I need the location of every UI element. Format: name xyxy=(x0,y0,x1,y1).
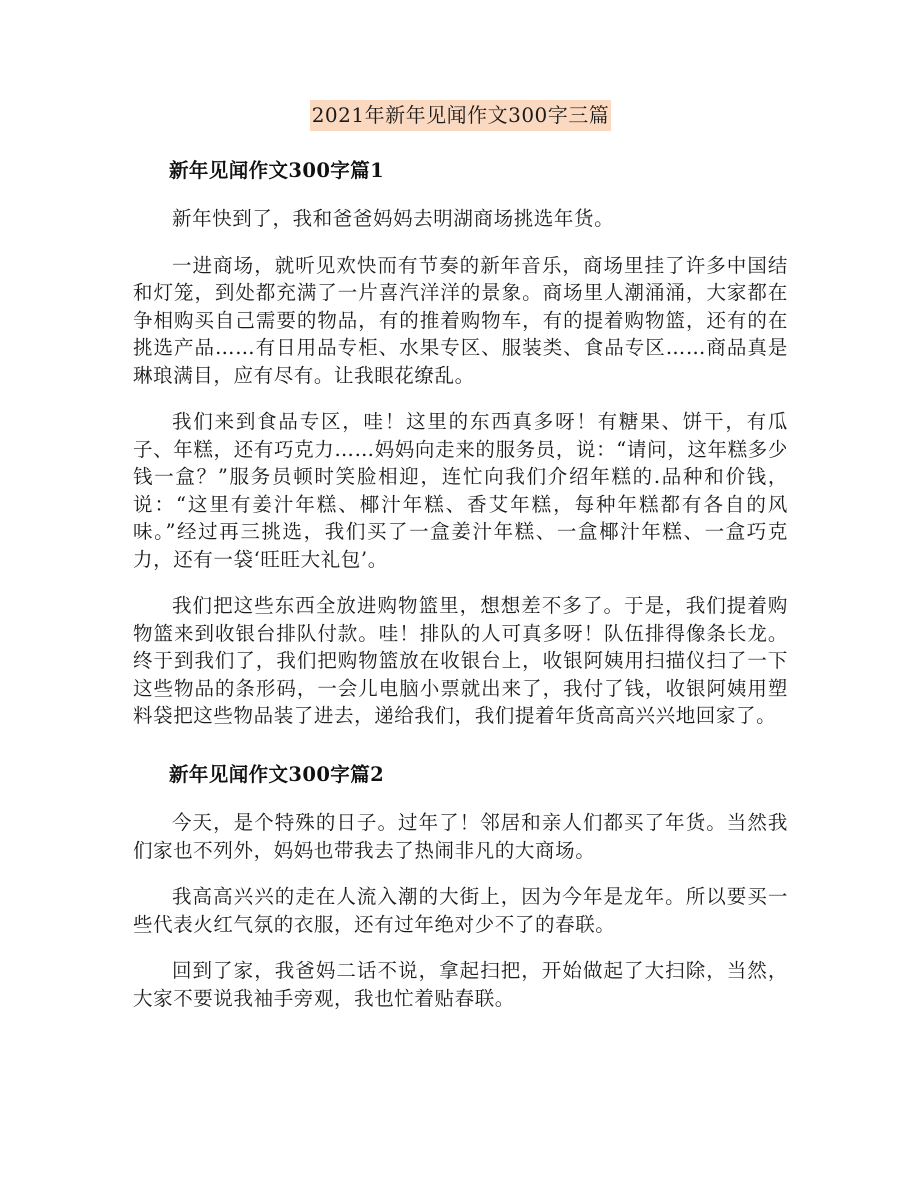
document-title-row xyxy=(133,100,788,130)
section-heading-2: 新年见闻作文300字篇2 xyxy=(169,762,385,786)
paragraph: 回到了家，我爸妈二话不说，拿起扫把，开始做起了大扫除，当然，大家不要说我袖手旁观，我也忙着贴春联。 xyxy=(133,959,788,1010)
paragraph: 一进商场，就听见欢快而有节奏的新年音乐，商场里挂了许多中国结和灯笼，到处都充满了一片喜汽洋洋的景象。商场里人潮涌涌，大家都在争相购买自己需要的物品，有的推着购物车，有的提着购物篮，还有的在挑选产品……有日用品专柜、水果专区、服装类、食品专区……商品真是琳琅满目，应有尽有。让我眼花缭乱。 xyxy=(133,253,788,387)
paragraph: 我们来到食品专区，哇！这里的东西真多呀！有糖果、饼干，有瓜子、年糕，还有巧克力……妈妈向走来的服务员，说：“请问，这年糕多少钱一盒？”服务员顿时笑脸相迎，连忙向我们介绍年糕的.品种和价钱，说：“这里有姜汁年糕、椰汁年糕、香艾年糕，每种年糕都有各自的风味。”经过再三挑选，我们买了一盒姜汁年糕、一盒椰汁年糕、一盒巧克力，还有一袋‘旺旺大礼包’。 xyxy=(133,410,788,571)
paragraph: 新年快到了，我和爸爸妈妈去明湖商场挑选年货。 xyxy=(172,207,615,231)
essay-section-1 xyxy=(133,156,788,730)
paragraph: 我们把这些东西全放进购物篮里，想想差不多了。于是，我们提着购物篮来到收银台排队付款。哇！排队的人可真多呀！队伍排得像条长龙。终于到我们了，我们把购物篮放在收银台上，收银阿姨用扫描仪扫了一下这些物品的条形码，一会儿电脑小票就出来了，我付了钱，收银阿姨用塑料袋把这些物品装了进去，递给我们，我们提着年货高高兴兴地回家了。 xyxy=(133,594,788,728)
page-title: 2021年新年见闻作文300字三篇 xyxy=(310,100,612,131)
essay-section-2 xyxy=(133,760,788,1012)
paragraph: 今天，是个特殊的日子。过年了！邻居和亲人们都买了年货。当然我们家也不列外，妈妈也带我去了热闹非凡的大商场。 xyxy=(133,811,788,862)
section-heading-1: 新年见闻作文300字篇1 xyxy=(169,159,385,182)
paragraph: 我高高兴兴的走在人流入潮的大街上，因为今年是龙年。所以要买一些代表火红气氛的衣服，还有过年绝对少不了的春联。 xyxy=(133,885,788,936)
document-content xyxy=(133,100,788,1012)
